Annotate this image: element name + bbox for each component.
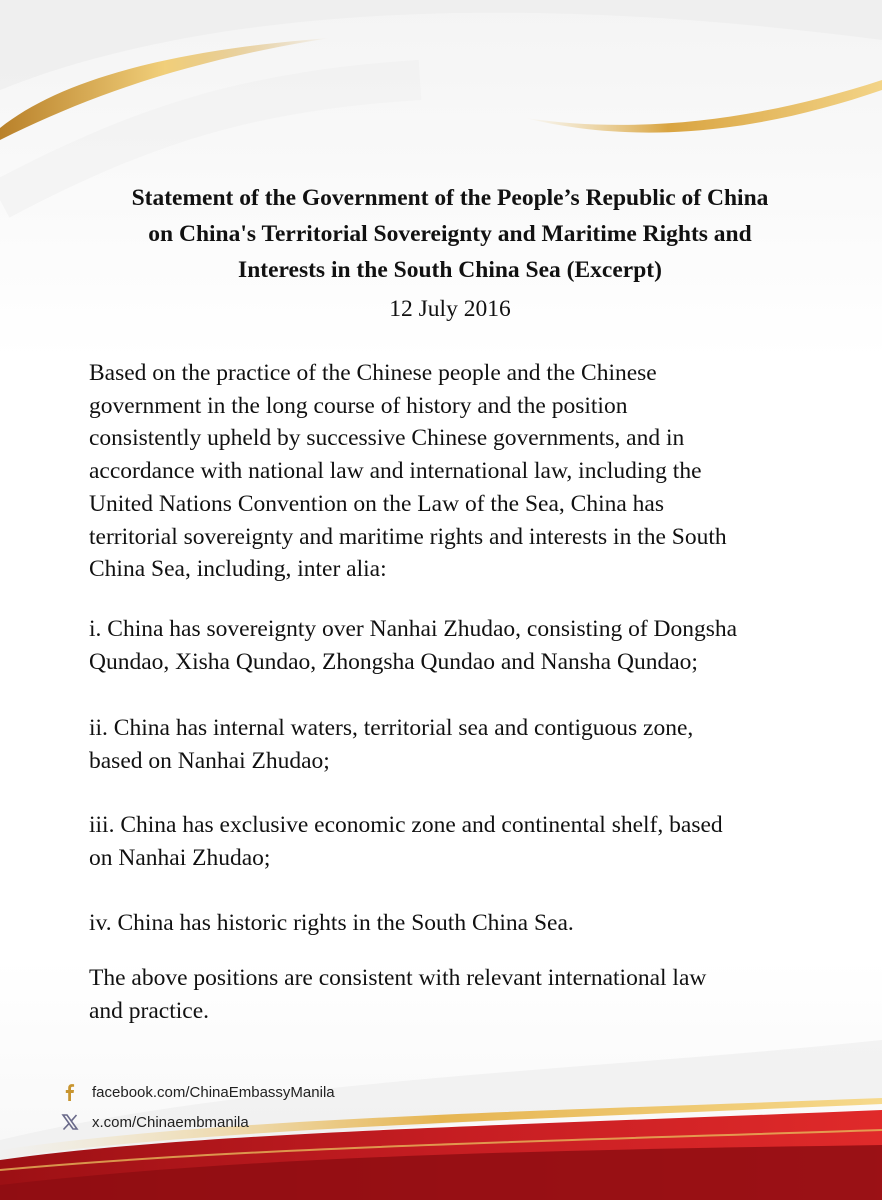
intro-paragraph	[89, 357, 727, 586]
text-line: territorial sovereignty and maritime rights and interests in the South	[89, 523, 727, 550]
text-line: and practice.	[89, 997, 210, 1024]
list-item-ii	[89, 712, 693, 777]
x-link[interactable]	[60, 1112, 249, 1132]
x-icon	[60, 1112, 80, 1132]
x-label: x.com/Chinaembmanila	[92, 1113, 249, 1131]
text-line: China Sea, including, inter alia:	[89, 556, 387, 583]
title-line: Interests in the South China Sea (Excerpt)	[238, 257, 662, 283]
text-line: government in the long course of history and the position	[89, 392, 628, 419]
closing-paragraph	[89, 962, 706, 1027]
facebook-label: facebook.com/ChinaEmbassyManila	[92, 1083, 335, 1101]
text-line: Based on the practice of the Chinese people and the Chinese	[89, 360, 657, 386]
title-line: Statement of the Government of the People’s Republic of China	[131, 185, 769, 211]
text-line: consistently upheld by successive Chinese governments, and in	[89, 425, 685, 452]
text-line: Qundao, Xisha Qundao, Zhongsha Qundao and Nansha Qundao;	[89, 648, 698, 675]
text-line: on Nanhai Zhudao;	[89, 844, 271, 871]
text-line: United Nations Convention on the Law of the Sea, China has	[89, 490, 664, 517]
text-line: accordance with national law and international law, including the	[89, 458, 702, 485]
facebook-icon	[60, 1082, 80, 1102]
text-line: i. China has sovereignty over Nanhai Zhudao, consisting of Dongsha	[89, 616, 738, 642]
statement-date: 12 July 2016	[389, 296, 511, 322]
statement-title	[60, 180, 840, 288]
text-line: iii. China has exclusive economic zone and continental shelf, based	[89, 812, 723, 838]
list-item-i	[89, 613, 737, 678]
list-item-iii	[89, 809, 723, 874]
list-item-iv	[89, 907, 574, 940]
text-line: The above positions are consistent with relevant international law	[89, 965, 707, 991]
facebook-link[interactable]	[60, 1082, 335, 1102]
text-line: iv. China has historic rights in the South China Sea.	[89, 910, 574, 936]
text-line: based on Nanhai Zhudao;	[89, 747, 330, 774]
title-line: on China's Territorial Sovereignty and Maritime Rights and	[148, 221, 752, 247]
text-line: ii. China has internal waters, territorial sea and contiguous zone,	[89, 715, 694, 741]
